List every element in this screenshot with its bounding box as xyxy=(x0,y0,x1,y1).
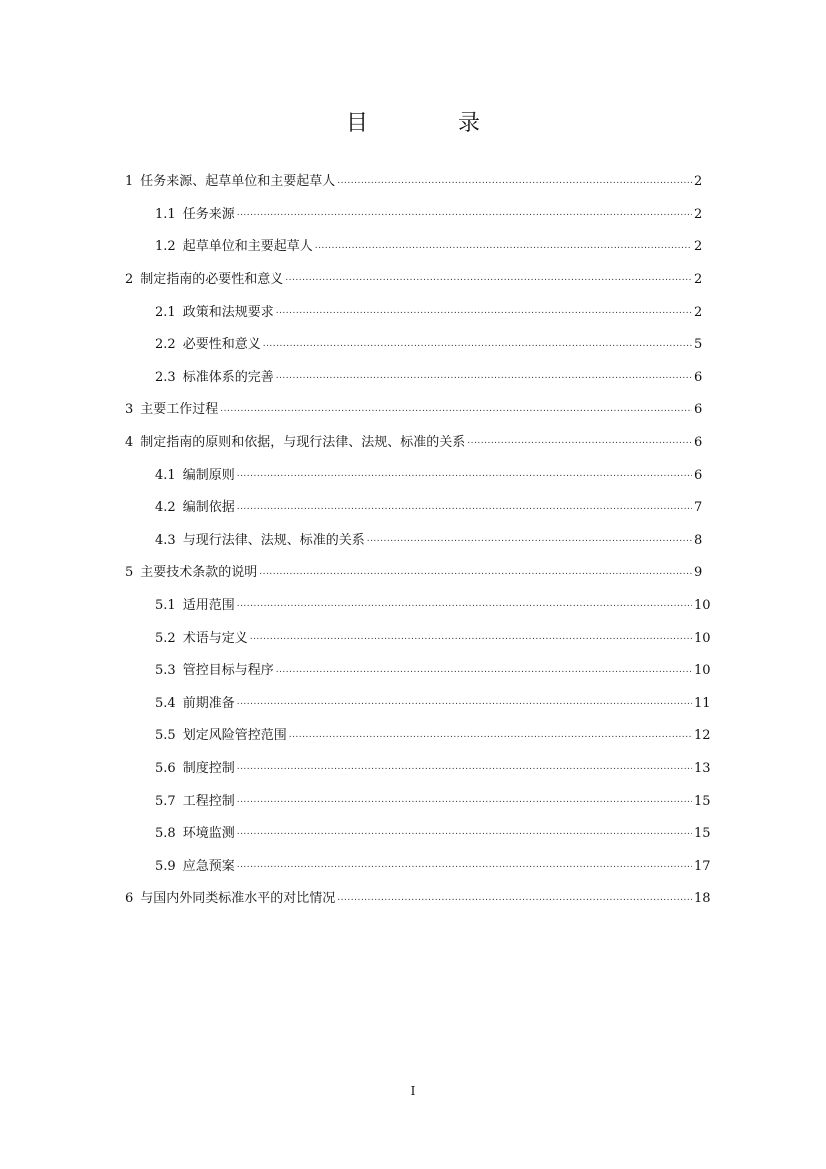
toc-dot-leader xyxy=(237,466,692,492)
toc-entry-title: 起草单位和主要起草人 xyxy=(182,239,313,255)
toc-entry-page: 15 xyxy=(694,793,711,809)
toc-entry-page: 2 xyxy=(694,272,703,288)
toc-entry-number: 5.8 xyxy=(155,826,176,842)
toc-entry[interactable] xyxy=(0,427,702,460)
toc-entry[interactable] xyxy=(0,492,702,525)
toc-dot-leader xyxy=(315,238,692,264)
toc-entry[interactable] xyxy=(0,622,711,655)
toc-entry-number: 5.7 xyxy=(155,793,176,809)
toc-dot-leader xyxy=(237,205,692,231)
toc-entry-title: 术语与定义 xyxy=(182,630,248,646)
toc-dot-leader xyxy=(289,727,692,753)
toc-entry-title: 必要性和意义 xyxy=(182,337,261,353)
toc-dot-leader xyxy=(237,792,692,818)
toc-entry-number: 2.3 xyxy=(155,369,176,385)
toc-entry-title: 政策和法规要求 xyxy=(182,304,274,320)
toc-dot-leader xyxy=(276,368,692,394)
toc-entry-title: 前期准备 xyxy=(182,695,235,711)
toc-entry[interactable] xyxy=(0,329,702,362)
toc-entry-title: 划定风险管控范围 xyxy=(182,728,287,744)
toc-entry-number: 4.2 xyxy=(155,500,176,516)
toc-entry[interactable] xyxy=(0,166,702,199)
page-title: 目 录 xyxy=(345,111,514,136)
toc-entry-title: 主要技术条款的说明 xyxy=(140,565,258,581)
toc-entry[interactable] xyxy=(0,296,702,329)
toc-entry[interactable] xyxy=(0,264,702,297)
toc-entry[interactable] xyxy=(0,525,702,558)
table-of-contents xyxy=(0,166,826,916)
toc-entry-page: 6 xyxy=(694,369,703,385)
toc-entry-page: 7 xyxy=(694,500,703,516)
toc-entry[interactable] xyxy=(0,557,702,590)
toc-entry-number: 5.5 xyxy=(155,728,176,744)
toc-entry-page: 13 xyxy=(694,760,711,776)
toc-entry-number: 5.4 xyxy=(155,695,176,711)
toc-entry-page: 6 xyxy=(694,467,703,483)
toc-entry-page: 5 xyxy=(694,337,703,353)
toc-entry-title: 任务来源、起草单位和主要起草人 xyxy=(140,174,336,190)
toc-entry[interactable] xyxy=(0,850,711,883)
toc-entry-number: 4.3 xyxy=(155,532,176,548)
toc-entry-number: 5.1 xyxy=(155,598,176,614)
toc-dot-leader xyxy=(263,336,692,362)
toc-entry-title: 制定指南的原则和依据，与现行法律、法规、标准的关系 xyxy=(140,435,466,451)
toc-dot-leader xyxy=(237,694,692,720)
toc-entry[interactable] xyxy=(0,590,711,623)
toc-dot-leader xyxy=(250,629,692,655)
toc-entry-page: 2 xyxy=(694,304,703,320)
toc-entry[interactable] xyxy=(0,688,711,721)
toc-dot-leader xyxy=(237,759,692,785)
toc-entry[interactable] xyxy=(0,231,702,264)
toc-entry-title: 编制依据 xyxy=(182,500,235,516)
toc-entry-title: 任务来源 xyxy=(182,206,235,222)
toc-entry-page: 2 xyxy=(694,239,703,255)
toc-entry-page: 9 xyxy=(694,565,703,581)
toc-entry-number: 3 xyxy=(125,402,134,418)
toc-entry[interactable] xyxy=(0,655,711,688)
toc-entry[interactable] xyxy=(0,720,711,753)
toc-entry-page: 2 xyxy=(694,174,703,190)
toc-entry-title: 适用范围 xyxy=(182,598,235,614)
toc-entry-page: 10 xyxy=(694,630,711,646)
toc-entry-page: 2 xyxy=(694,206,703,222)
toc-entry-title: 与现行法律、法规、标准的关系 xyxy=(182,532,365,548)
toc-entry-title: 应急预案 xyxy=(182,858,235,874)
toc-entry-page: 18 xyxy=(694,891,711,907)
toc-entry-title: 主要工作过程 xyxy=(140,402,219,418)
toc-dot-leader xyxy=(337,173,692,199)
toc-entry-number: 2 xyxy=(125,272,134,288)
toc-entry-page: 6 xyxy=(694,435,703,451)
toc-dot-leader xyxy=(285,270,692,296)
toc-entry-number: 1 xyxy=(125,174,134,190)
toc-entry-number: 5.3 xyxy=(155,663,176,679)
toc-entry[interactable] xyxy=(0,883,711,916)
toc-entry-page: 10 xyxy=(694,598,711,614)
toc-entry-page: 15 xyxy=(694,826,711,842)
toc-entry-title: 制定指南的必要性和意义 xyxy=(140,272,284,288)
toc-entry-number: 1.2 xyxy=(155,239,176,255)
toc-entry[interactable] xyxy=(0,818,711,851)
toc-entry[interactable] xyxy=(0,394,702,427)
toc-entry-number: 5.6 xyxy=(155,760,176,776)
toc-entry-title: 编制原则 xyxy=(182,467,235,483)
toc-entry-page: 10 xyxy=(694,663,711,679)
toc-entry-page: 17 xyxy=(694,858,711,874)
toc-entry-page: 8 xyxy=(694,532,703,548)
toc-dot-leader xyxy=(259,564,692,590)
toc-dot-leader xyxy=(237,596,692,622)
toc-dot-leader xyxy=(337,890,692,916)
toc-entry-page: 6 xyxy=(694,402,703,418)
toc-entry-number: 2.1 xyxy=(155,304,176,320)
toc-dot-leader xyxy=(276,303,692,329)
toc-entry-title: 标准体系的完善 xyxy=(182,369,274,385)
toc-entry[interactable] xyxy=(0,362,702,395)
toc-entry[interactable] xyxy=(0,785,711,818)
toc-dot-leader xyxy=(237,499,692,525)
page-number: I xyxy=(410,1084,416,1098)
toc-dot-leader xyxy=(467,433,692,459)
toc-dot-leader xyxy=(276,662,692,688)
toc-entry-number: 2.2 xyxy=(155,337,176,353)
toc-entry-title: 管控目标与程序 xyxy=(182,663,274,679)
toc-entry-number: 5.9 xyxy=(155,858,176,874)
toc-entry-page: 11 xyxy=(694,695,711,711)
toc-entry-number: 5 xyxy=(125,565,134,581)
toc-entry-number: 6 xyxy=(125,891,134,907)
toc-dot-leader xyxy=(237,824,692,850)
toc-dot-leader xyxy=(237,857,692,883)
toc-entry[interactable] xyxy=(0,199,702,232)
toc-entry-page: 12 xyxy=(694,728,711,744)
toc-dot-leader xyxy=(367,531,692,557)
toc-entry-number: 5.2 xyxy=(155,630,176,646)
toc-entry[interactable] xyxy=(0,753,711,786)
toc-entry-title: 与国内外同类标准水平的对比情况 xyxy=(140,891,336,907)
toc-entry-title: 制度控制 xyxy=(182,760,235,776)
toc-entry-title: 环境监测 xyxy=(182,826,235,842)
toc-entry-number: 4 xyxy=(125,435,134,451)
toc-entry-number: 1.1 xyxy=(155,206,176,222)
toc-entry[interactable] xyxy=(0,459,702,492)
toc-entry-number: 4.1 xyxy=(155,467,176,483)
toc-dot-leader xyxy=(220,401,692,427)
toc-entry-title: 工程控制 xyxy=(182,793,235,809)
